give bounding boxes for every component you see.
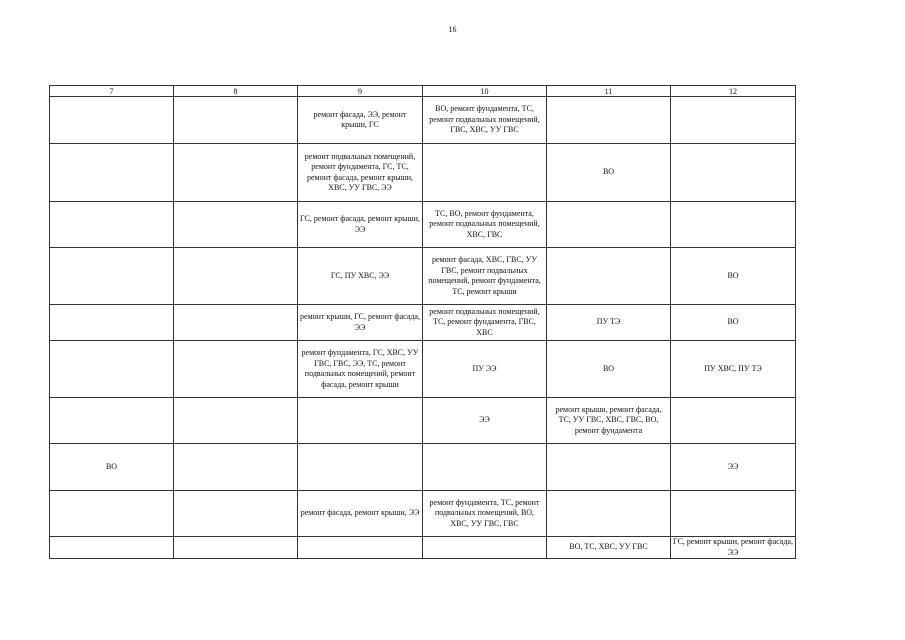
table-cell <box>547 202 671 248</box>
table-cell: ВО <box>547 341 671 398</box>
table-row <box>50 248 796 305</box>
header-row <box>50 86 796 97</box>
table-body <box>50 97 796 559</box>
column-header: 10 <box>423 86 547 97</box>
table-cell: ВО <box>671 248 796 305</box>
table-cell <box>547 491 671 537</box>
table-row <box>50 398 796 444</box>
table-cell <box>671 491 796 537</box>
table-row <box>50 97 796 144</box>
table-row <box>50 305 796 341</box>
table-cell: ВО <box>50 444 174 491</box>
column-header: 9 <box>298 86 423 97</box>
table-cell <box>50 305 174 341</box>
table-cell <box>50 537 174 559</box>
table-cell <box>423 444 547 491</box>
table-cell <box>50 341 174 398</box>
table-cell <box>174 444 298 491</box>
table-cell <box>671 144 796 202</box>
table-cell <box>423 144 547 202</box>
table-cell: ПУ ТЭ <box>547 305 671 341</box>
table-cell: ГС, ремонт крыши, ремонт фасада, ЭЭ <box>671 537 796 559</box>
table-cell <box>174 537 298 559</box>
table-cell <box>50 248 174 305</box>
table-cell: ремонт фундамента, ТС, ремонт подвальных помещений, ВО, ХВС, УУ ГВС, ГВС <box>423 491 547 537</box>
table-cell: ГС, ремонт фасада, ремонт крыши, ЭЭ <box>298 202 423 248</box>
column-header: 7 <box>50 86 174 97</box>
page-number: 16 <box>448 25 457 34</box>
table-row <box>50 202 796 248</box>
table-cell <box>50 144 174 202</box>
table-cell: ремонт фасада, ремонт крыши, ЭЭ <box>298 491 423 537</box>
table-cell: ремонт крыши, ремонт фасада, ТС, УУ ГВС, ХВС, ГВС, ВО, ремонт фундамента <box>547 398 671 444</box>
table-cell: ПУ ЭЭ <box>423 341 547 398</box>
table-row <box>50 491 796 537</box>
column-header: 11 <box>547 86 671 97</box>
table-cell <box>50 398 174 444</box>
table-cell <box>423 537 547 559</box>
table-cell <box>174 305 298 341</box>
table-cell <box>50 202 174 248</box>
table-cell <box>298 537 423 559</box>
table-row <box>50 341 796 398</box>
table-cell: ремонт фасада, ЭЭ, ремонт крыши, ГС <box>298 97 423 144</box>
table-cell <box>547 248 671 305</box>
table-cell: ГС, ПУ ХВС, ЭЭ <box>298 248 423 305</box>
table-row <box>50 537 796 559</box>
table-cell <box>174 248 298 305</box>
table-cell: ВО, ремонт фундамента, ТС, ремонт подвальных помещений, ГВС, ХВС, УУ ГВС <box>423 97 547 144</box>
table-header <box>50 86 796 97</box>
table-cell <box>547 444 671 491</box>
table-cell: ВО <box>547 144 671 202</box>
table-row <box>50 444 796 491</box>
works-table <box>49 85 796 559</box>
table-cell: ПУ ХВС, ПУ ТЭ <box>671 341 796 398</box>
table-cell: ремонт подвальных помещений, ТС, ремонт фундамента, ГВС, ХВС <box>423 305 547 341</box>
table-cell <box>50 491 174 537</box>
table-cell <box>174 144 298 202</box>
table-cell: ВО, ТС, ХВС, УУ ГВС <box>547 537 671 559</box>
table-cell: ТС, ВО, ремонт фундамента, ремонт подвальных помещений, ХВС, ГВС <box>423 202 547 248</box>
table-cell <box>174 97 298 144</box>
table-cell <box>298 444 423 491</box>
column-header: 12 <box>671 86 796 97</box>
table-row <box>50 144 796 202</box>
table-cell <box>671 398 796 444</box>
table-cell <box>174 491 298 537</box>
table-cell: ремонт крыши, ГС, ремонт фасада, ЭЭ <box>298 305 423 341</box>
table-cell <box>671 97 796 144</box>
table-cell: ремонт подвальных помещений, ремонт фундамента, ГС, ТС, ремонт фасада, ремонт крыши, ХВС, УУ ГВС, ЭЭ <box>298 144 423 202</box>
table-cell: ремонт фасада, ХВС, ГВС, УУ ГВС, ремонт подвальных помещений, ремонт фундамента, ТС, ремонт крыши <box>423 248 547 305</box>
table-cell: ЭЭ <box>423 398 547 444</box>
table-cell <box>50 97 174 144</box>
table-cell <box>174 398 298 444</box>
table-cell: ремонт фундамента, ГС, ХВС, УУ ГВС, ГВС, ЭЭ, ТС, ремонт подвальных помещений, ремонт фасада, ремонт крыши <box>298 341 423 398</box>
column-header: 8 <box>174 86 298 97</box>
table-cell <box>547 97 671 144</box>
table-cell <box>174 202 298 248</box>
table-cell: ЭЭ <box>671 444 796 491</box>
table-cell <box>298 398 423 444</box>
table-cell <box>174 341 298 398</box>
table-cell: ВО <box>671 305 796 341</box>
table-cell <box>671 202 796 248</box>
